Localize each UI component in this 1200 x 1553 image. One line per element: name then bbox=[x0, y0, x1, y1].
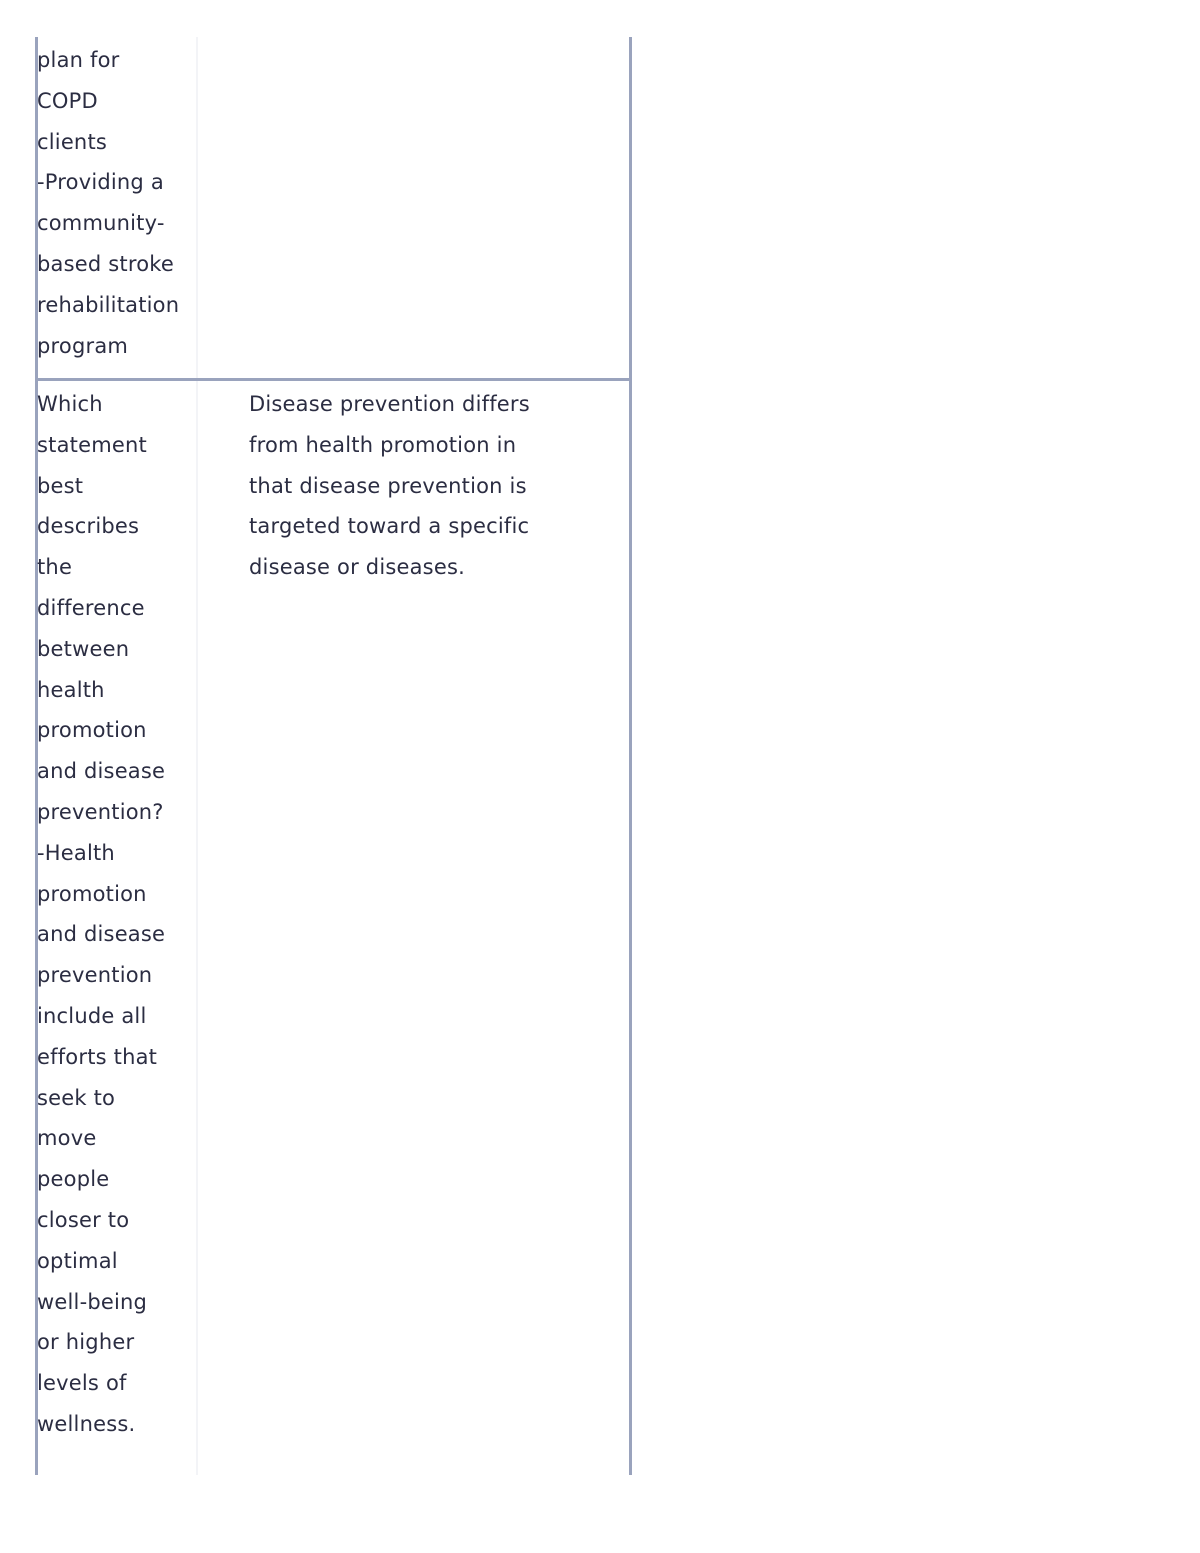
table-row-2-answer: Disease prevention differs from health promotion in that disease prevention is targeted toward a specific disease or diseases. bbox=[249, 392, 530, 580]
table-row-divider bbox=[35, 378, 632, 381]
table-row-1-question: plan for COPD clients -Providing a community- based stroke rehabilitation program bbox=[37, 48, 180, 358]
table-right-border bbox=[629, 37, 632, 1475]
table-row-2-question: Which statement best describes the difference between health promotion and disease prevention? -Health promotion and disease prevention include all efforts that seek to move people closer to optimal well-being or higher levels of wellness. bbox=[37, 392, 166, 1436]
table-column-divider bbox=[196, 37, 198, 1475]
